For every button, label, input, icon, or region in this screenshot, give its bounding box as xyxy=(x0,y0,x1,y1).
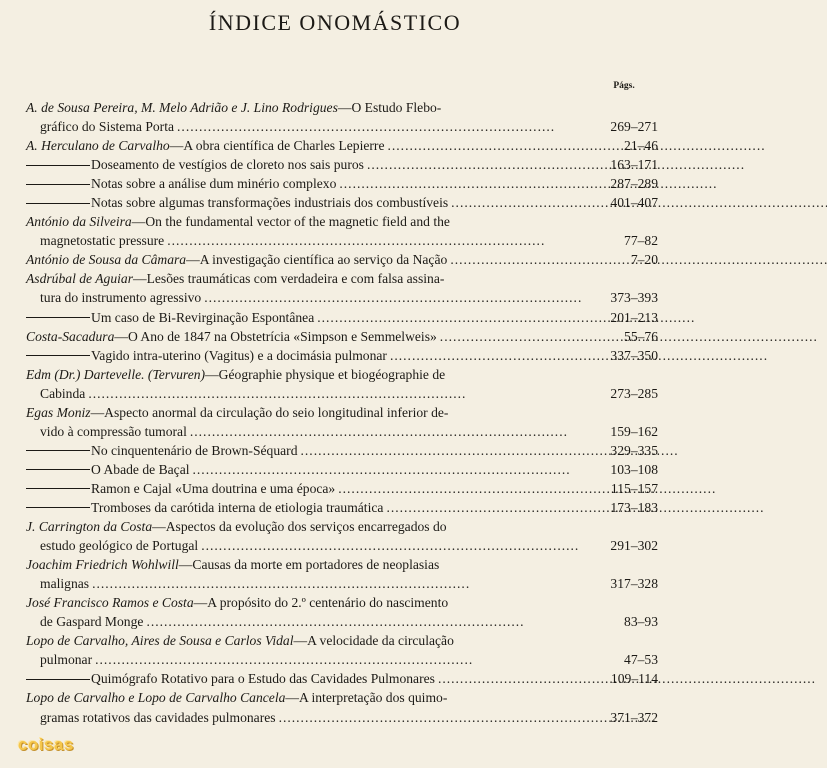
author-name: José Francisco Ramos e Costa xyxy=(26,595,194,611)
entry-text xyxy=(26,193,448,212)
index-entry-line xyxy=(26,250,658,269)
author-name: Costa-Sacadura xyxy=(26,328,115,344)
index-entry xyxy=(26,498,658,517)
index-entry xyxy=(26,365,658,403)
article-title: —Aspecto anormal da circulação do seio longitudinal inferior de- xyxy=(90,404,449,420)
article-title: —A investigação científica ao serviço da Nação xyxy=(186,252,448,268)
dot-leader xyxy=(386,498,582,517)
index-entry-line xyxy=(26,479,658,498)
page-range: 287–289 xyxy=(610,176,658,192)
index-entry xyxy=(26,250,658,269)
index-entry-line xyxy=(26,117,658,136)
index-entry-line xyxy=(26,269,658,288)
page-range: 115–157 xyxy=(610,480,658,496)
article-title: —O Estudo Flebo- xyxy=(337,100,442,115)
entry-text xyxy=(26,174,336,193)
page-range: 83–93 xyxy=(624,614,658,630)
article-title: magnetostatic pressure xyxy=(40,233,165,249)
page-range: 103–108 xyxy=(610,461,658,477)
article-title: Quimógrafo Rotativo para o Estudo das Cavidades Pulmonares xyxy=(91,671,435,687)
ditto-dash xyxy=(26,469,90,470)
dot-leader xyxy=(193,460,582,479)
index-entry-line xyxy=(26,631,658,650)
dot-leader xyxy=(204,288,582,307)
author-name: António da Silveira xyxy=(26,214,132,230)
author-name: A. Herculano de Carvalho xyxy=(26,138,170,154)
dot-leader xyxy=(88,384,582,403)
index-entry xyxy=(26,346,658,365)
ditto-dash xyxy=(26,317,90,318)
author-name: Egas Moniz xyxy=(26,404,91,420)
dot-leader xyxy=(146,612,582,631)
index-entry-line xyxy=(26,612,658,631)
index-entry xyxy=(26,136,658,155)
index-entry-line xyxy=(26,460,658,479)
article-title: —A interpretação dos quimo- xyxy=(285,690,448,706)
ditto-dash xyxy=(26,679,90,680)
article-title: —A velocidade da circulação xyxy=(293,633,454,649)
index-entry-line xyxy=(26,155,658,174)
watermark-stamp: coisas xyxy=(18,735,74,754)
entry-text xyxy=(26,498,383,517)
page-range: 273–285 xyxy=(610,385,658,401)
dot-leader xyxy=(339,174,582,193)
article-title: Ramon e Cajal «Uma doutrina e uma época» xyxy=(91,480,336,496)
index-entry-line xyxy=(26,327,658,346)
article-title: —Lesões traumáticas com verdadeira e com falsa assina- xyxy=(133,271,445,287)
article-title: —On the fundamental vector of the magnetic field and the xyxy=(131,214,450,230)
page-range: 317–328 xyxy=(610,576,658,592)
index-entry-line xyxy=(26,174,658,193)
author-name: Edm (Dr.) Dartevelle. (Tervuren) xyxy=(26,366,206,382)
index-entry-line xyxy=(26,650,658,669)
index-entry-line xyxy=(26,708,658,727)
entry-text xyxy=(26,441,298,460)
index-entry-line xyxy=(26,669,658,688)
index-entry-line xyxy=(26,536,658,555)
article-title: de Gaspard Monge xyxy=(40,614,144,630)
article-title: gramas rotativos das cavidades pulmonares xyxy=(40,709,276,725)
author-name: J. Carrington da Costa xyxy=(26,519,153,535)
page-range: 55–76 xyxy=(624,328,658,344)
article-title: Um caso de Bi-Revirginação Espontânea xyxy=(91,309,315,325)
index-entry xyxy=(26,688,658,726)
index-entry-line xyxy=(26,441,658,460)
page-range: 173–183 xyxy=(610,499,658,515)
index-entry xyxy=(26,308,658,327)
entry-text xyxy=(26,269,658,288)
entry-text xyxy=(26,479,335,498)
article-title: Cabinda xyxy=(40,385,86,401)
entry-text xyxy=(40,117,174,136)
index-entry xyxy=(26,631,658,669)
entry-text xyxy=(26,98,658,117)
entry-text xyxy=(26,212,658,231)
author-name: Asdrúbal de Aguiar xyxy=(26,271,133,287)
article-title: —Causas da morte em portadores de neoplasias xyxy=(178,557,440,573)
article-title: tura do instrumento agressivo xyxy=(40,290,202,306)
page-range: 163–171 xyxy=(610,157,658,173)
index-entry-line xyxy=(26,365,658,384)
article-title: pulmonar xyxy=(40,652,93,668)
article-title: —A obra científica de Charles Lepierre xyxy=(169,138,385,154)
page-range: 373–393 xyxy=(610,290,658,306)
article-title: vido à compressão tumoral xyxy=(40,423,187,439)
entry-text xyxy=(26,631,658,650)
index-entry-line xyxy=(26,212,658,231)
article-title: —Aspectos da evolução dos serviços encarregados do xyxy=(152,519,447,535)
dot-leader xyxy=(367,155,582,174)
page-title: ÍNDICE ONOMÁSTICO xyxy=(208,10,462,35)
entry-text xyxy=(26,250,447,269)
entry-text xyxy=(26,688,658,707)
dot-leader xyxy=(338,479,582,498)
pages-column-header: Págs. xyxy=(613,81,635,91)
dot-leader xyxy=(317,308,582,327)
ditto-dash xyxy=(26,488,90,489)
index-entry-line xyxy=(26,384,658,403)
entry-text xyxy=(26,365,658,384)
index-entry-line xyxy=(26,555,658,574)
article-title: —O Ano de 1847 na Obstetrícia «Simpson e Semmelweis» xyxy=(114,328,437,344)
dot-leader xyxy=(451,193,582,212)
page-range: 329–335 xyxy=(610,442,658,458)
index-entry-line xyxy=(26,308,658,327)
ditto-dash xyxy=(26,165,90,166)
dot-leader xyxy=(279,708,582,727)
ditto-dash xyxy=(26,450,90,451)
dot-leader xyxy=(201,536,582,555)
index-entry xyxy=(26,269,658,307)
index-entry-line xyxy=(26,136,658,155)
page-range: 77–82 xyxy=(624,233,658,249)
page-range: 159–162 xyxy=(610,423,658,439)
index-entry-line xyxy=(26,98,658,117)
page-range: 21–46 xyxy=(624,138,658,154)
ditto-dash xyxy=(26,184,90,185)
entry-text xyxy=(26,517,658,536)
entry-text xyxy=(40,422,187,441)
entry-text xyxy=(26,136,384,155)
index-entry-line xyxy=(26,403,658,422)
article-title: —A propósito do 2.º centenário do nascimento xyxy=(193,595,449,611)
index-entry xyxy=(26,669,658,688)
author-name: Lopo de Carvalho, Aires de Sousa e Carlos Vidal xyxy=(26,633,294,649)
dot-leader xyxy=(450,250,582,269)
article-title: No cinquentenário de Brown-Séquard xyxy=(91,442,298,458)
page-range: 337–350 xyxy=(610,347,658,363)
index-entry-line xyxy=(26,574,658,593)
page-range: 291–302 xyxy=(610,538,658,554)
index-entry xyxy=(26,593,658,631)
index-list xyxy=(26,98,658,727)
index-entry-line xyxy=(26,517,658,536)
entry-text xyxy=(40,650,92,669)
index-entry xyxy=(26,460,658,479)
page-range: 47–53 xyxy=(624,652,658,668)
index-entry xyxy=(26,555,658,593)
index-entry-line xyxy=(26,346,658,365)
entry-text xyxy=(26,593,658,612)
ditto-dash xyxy=(26,507,90,508)
author-name: Lopo de Carvalho e Lopo de Carvalho Cancela xyxy=(26,690,286,706)
entry-text xyxy=(26,346,387,365)
entry-text xyxy=(40,231,164,250)
dot-leader xyxy=(177,117,582,136)
dot-leader xyxy=(438,669,582,688)
index-entry-line xyxy=(26,231,658,250)
index-entry xyxy=(26,174,658,193)
entry-text xyxy=(26,308,314,327)
entry-text xyxy=(40,574,89,593)
page-range: 201–213 xyxy=(610,309,658,325)
entry-text xyxy=(26,669,435,688)
article-title: malignas xyxy=(40,576,90,592)
dot-leader xyxy=(301,441,583,460)
page-range: 371–372 xyxy=(610,709,658,725)
page-range: 7–20 xyxy=(630,252,658,268)
dot-leader xyxy=(92,574,582,593)
index-entry xyxy=(26,98,658,136)
page-range: 109–114 xyxy=(610,671,658,687)
dot-leader xyxy=(190,422,582,441)
entry-text xyxy=(26,327,437,346)
index-entry-line xyxy=(26,498,658,517)
index-entry xyxy=(26,327,658,346)
index-entry xyxy=(26,441,658,460)
index-entry xyxy=(26,479,658,498)
article-title: gráfico do Sistema Porta xyxy=(40,119,175,135)
page-range: 401–407 xyxy=(610,195,658,211)
article-title: estudo geológico de Portugal xyxy=(40,538,199,554)
index-entry xyxy=(26,517,658,555)
entry-text xyxy=(40,612,143,631)
page-range: 269–271 xyxy=(610,119,658,135)
ditto-dash xyxy=(26,203,90,204)
dot-leader xyxy=(95,650,582,669)
entry-text xyxy=(40,384,85,403)
dot-leader xyxy=(390,346,582,365)
index-entry xyxy=(26,193,658,212)
index-entry xyxy=(26,212,658,250)
author-name: A. de Sousa Pereira, M. Melo Adrião e J. Lino Rodrigues xyxy=(26,100,338,115)
author-name: António de Sousa da Câmara xyxy=(26,252,187,268)
index-entry-line xyxy=(26,688,658,707)
index-entry-line xyxy=(26,193,658,212)
index-entry xyxy=(26,403,658,441)
article-title: Notas sobre a análise dum minério complexo xyxy=(91,176,337,192)
article-title: Notas sobre algumas transformações industriais dos combustíveis xyxy=(91,195,449,211)
entry-text xyxy=(40,288,201,307)
author-name: Joachim Friedrich Wohlwill xyxy=(26,557,179,573)
dot-leader xyxy=(387,136,582,155)
entry-text xyxy=(40,536,198,555)
article-title: —Géographie physique et biogéographie de xyxy=(205,366,446,382)
article-title: O Abade de Baçal xyxy=(91,461,190,477)
entry-text xyxy=(26,555,658,574)
index-entry xyxy=(26,155,658,174)
article-title: Vagido intra-uterino (Vagitus) e a docimásia pulmonar xyxy=(91,347,387,363)
entry-text xyxy=(26,460,190,479)
article-title: Tromboses da carótida interna de etiologia traumática xyxy=(91,499,384,515)
dot-leader xyxy=(167,231,582,250)
article-title: Doseamento de vestígios de cloreto nos sais puros xyxy=(91,157,364,173)
dot-leader xyxy=(440,327,582,346)
entry-text xyxy=(26,155,364,174)
entry-text xyxy=(40,708,276,727)
entry-text xyxy=(26,403,658,422)
index-entry-line xyxy=(26,593,658,612)
ditto-dash xyxy=(26,355,90,356)
index-entry-line xyxy=(26,422,658,441)
index-entry-line xyxy=(26,288,658,307)
